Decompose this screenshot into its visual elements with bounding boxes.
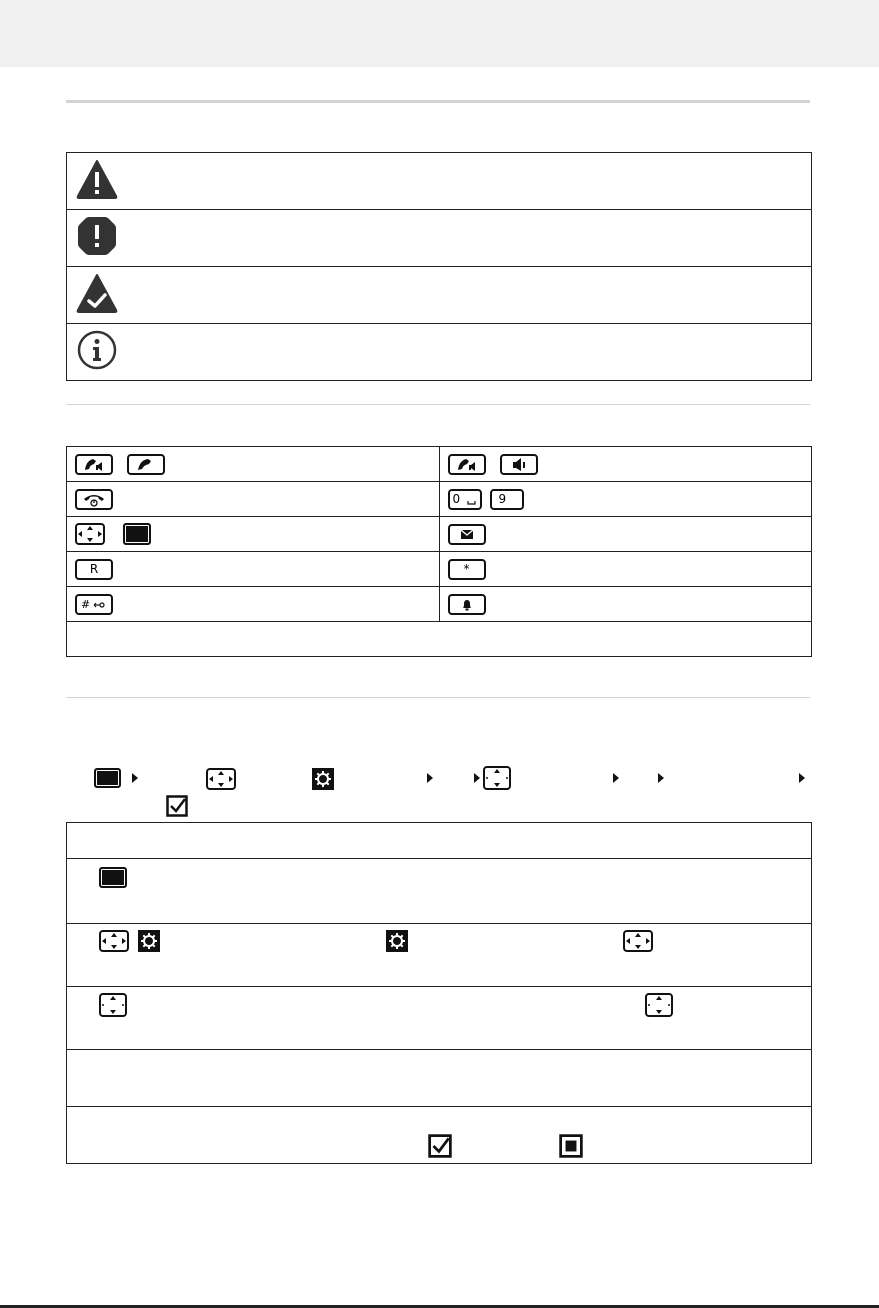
arrow-right-icon — [132, 773, 138, 783]
table-row — [67, 1050, 812, 1107]
checkbox-checked-icon — [166, 795, 188, 817]
table-row — [67, 859, 812, 924]
procedure-steps-table — [66, 822, 812, 1164]
notice-symbols-table — [66, 152, 812, 381]
page-header-band — [0, 0, 879, 67]
info-circle-icon — [76, 329, 118, 371]
section-rule — [66, 697, 810, 698]
control-key-icon — [75, 523, 105, 545]
arrow-right-icon — [799, 773, 805, 783]
notice-row — [67, 267, 812, 324]
speaker-key-icon — [500, 454, 538, 475]
end-power-key-icon — [75, 489, 113, 510]
section-rule — [66, 100, 810, 103]
control-key-icon — [206, 768, 236, 790]
display-key-icon — [99, 867, 127, 888]
key-symbols-table — [66, 446, 812, 657]
talk-key-icon — [127, 454, 165, 475]
table-row — [67, 1107, 812, 1164]
menu-path — [94, 768, 814, 788]
talk-handsfree-key-icon — [448, 454, 486, 475]
arrow-right-icon — [474, 773, 480, 783]
table-row — [67, 622, 812, 657]
gear-icon — [386, 930, 408, 952]
display-key-icon — [94, 768, 121, 788]
gear-icon — [138, 930, 160, 952]
control-key-icon — [99, 930, 129, 952]
notice-row — [67, 153, 812, 210]
section-rule — [66, 404, 810, 405]
nine-key-label: 9 — [498, 491, 507, 506]
notice-row — [67, 324, 812, 381]
control-key-icon — [623, 930, 653, 952]
arrow-right-icon — [658, 773, 664, 783]
table-row — [67, 987, 812, 1050]
table-row — [67, 517, 812, 552]
arrow-right-icon — [613, 773, 619, 783]
bell-key-icon — [448, 594, 486, 615]
star-key-label: * — [463, 561, 470, 576]
message-key-icon — [448, 524, 486, 545]
notice-row — [67, 210, 812, 267]
hash-lock-key-icon — [75, 594, 113, 615]
table-row — [67, 447, 812, 482]
attention-octagon-icon — [76, 215, 118, 257]
arrow-right-icon — [427, 773, 433, 783]
up-down-control-icon — [645, 993, 673, 1017]
recall-key-label: R — [89, 561, 99, 576]
up-down-control-icon — [99, 993, 127, 1017]
recall-key-icon — [75, 559, 113, 580]
talk-handsfree-key-icon — [75, 454, 113, 475]
checkbox-unchecked-icon — [559, 1134, 583, 1158]
table-row — [67, 924, 812, 987]
table-row — [67, 587, 812, 622]
table-row — [67, 552, 812, 587]
table-row — [67, 823, 812, 859]
nine-key-icon — [490, 489, 524, 510]
checkbox-checked-icon — [428, 1134, 452, 1158]
hash-key-label: # — [81, 597, 91, 611]
table-row — [67, 482, 812, 517]
zero-key-icon — [448, 489, 482, 510]
zero-key-label: 0 — [452, 491, 461, 506]
tip-check-triangle-icon — [76, 273, 118, 313]
warning-triangle-icon — [76, 159, 118, 199]
display-key-icon — [123, 523, 151, 545]
up-down-control-icon — [483, 766, 511, 790]
star-key-icon — [448, 559, 486, 580]
gear-icon — [312, 768, 334, 790]
